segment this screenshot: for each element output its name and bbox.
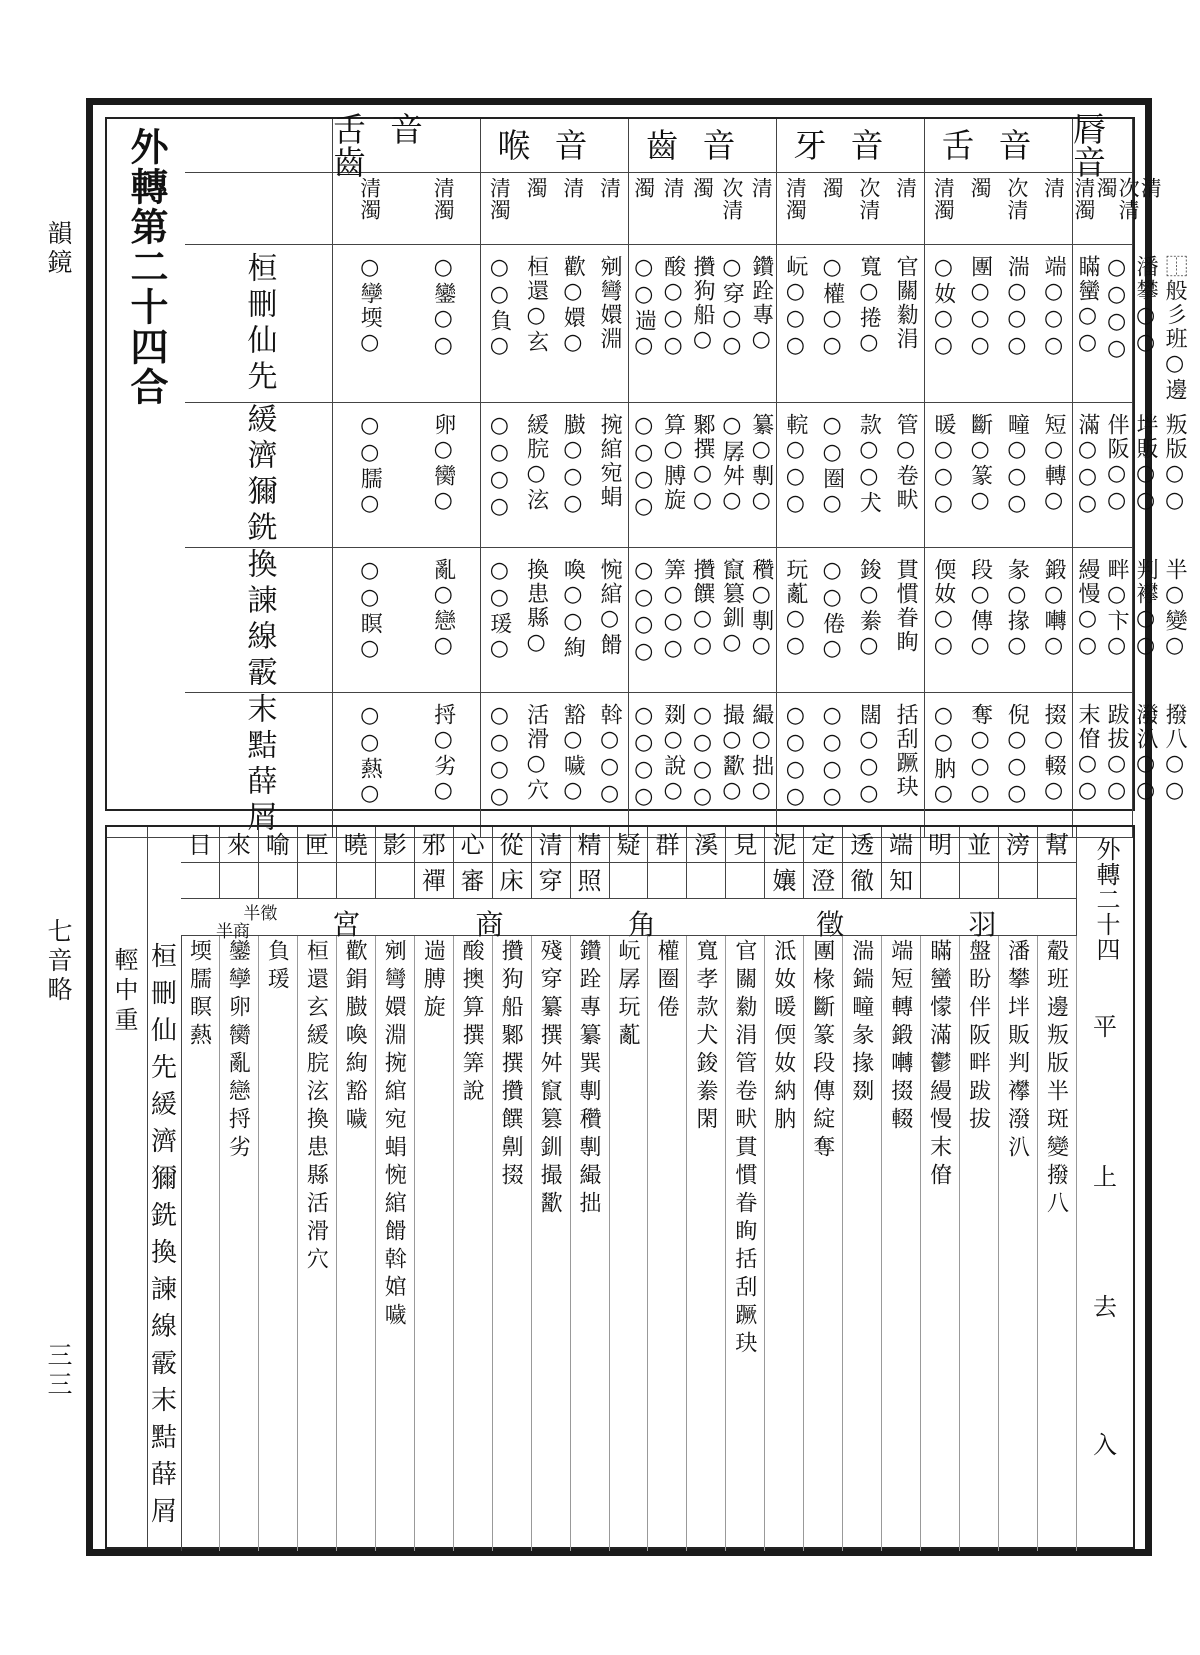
tone-ping: 平	[1093, 1013, 1117, 1041]
column-rule	[920, 935, 921, 1551]
sub-label: 次清	[719, 177, 744, 221]
syllable-column: ○○圈○	[819, 413, 845, 518]
row-1-group-5	[333, 403, 481, 548]
sub-label: 清	[661, 177, 686, 199]
syllable-column: 貫慣眷眴	[893, 558, 919, 654]
syllable-column: 坢販○○	[1133, 413, 1159, 515]
column-rule	[1037, 935, 1038, 1551]
sub-label: 清濁	[931, 177, 956, 221]
syllable-column: 權圈倦	[653, 939, 679, 1023]
note-half-zhi: 半徵	[243, 904, 278, 924]
upper-sub-corner	[185, 173, 333, 245]
syllable-column: 盤盼伴阪畔跋拔	[965, 939, 991, 1135]
upper-title: 外轉第二十四合	[124, 127, 169, 407]
group-header-1: 舌音	[925, 119, 1073, 173]
syllable-column: 殘穿纂撰舛竄篡釧撮歠	[537, 939, 563, 1219]
syllable-column: 端短轉鍛囀掇輟	[887, 939, 913, 1135]
syllable-column: 段○傳○	[967, 558, 993, 660]
syllable-column: ○○○○	[631, 703, 657, 811]
row-3-group-1	[925, 693, 1073, 838]
syllable-column: ○權○○	[819, 255, 845, 360]
syllable-column: ⿰般彡班○邊	[1162, 255, 1188, 402]
initial-cell: 泥	[765, 827, 804, 863]
tone-ru: 入	[1093, 1431, 1117, 1459]
column-rule	[1076, 935, 1077, 1551]
syllable-column: ○○爇○	[357, 703, 383, 808]
row-0-group-1	[925, 245, 1073, 403]
initial-second-cell	[376, 863, 415, 899]
column-rule	[336, 935, 337, 1551]
syllable-column: 繓○拙○	[748, 703, 774, 805]
syllable-column: 短○轉○	[1041, 413, 1067, 515]
row-3-group-3	[629, 693, 777, 838]
syllable-column: 換患縣○	[523, 558, 549, 657]
group-header-3: 齒音	[629, 119, 777, 173]
initial-second-cell	[259, 863, 298, 899]
note-label: 羽	[968, 908, 997, 941]
group-subs-4	[481, 173, 629, 245]
syllable-column: 臌○○○	[560, 413, 586, 518]
initial-cell: 影	[376, 827, 415, 863]
initial-cell: 幫	[1038, 827, 1077, 863]
initial-cell: 心	[454, 827, 493, 863]
syllable-column: 算○膊旋	[660, 413, 686, 512]
initial-cell: 見	[726, 827, 765, 863]
sub-label: 清	[1041, 177, 1066, 199]
syllable-column: 纂○剸○	[748, 413, 774, 515]
lower-rhyme-column	[147, 935, 182, 1551]
row-label-2	[185, 548, 333, 693]
syllable-column: 攢狗船○	[689, 255, 715, 354]
syllable-column: 筭○○○	[660, 558, 686, 663]
row-2-group-2	[777, 548, 925, 693]
group-subs-0	[1072, 173, 1163, 245]
column-rule	[258, 935, 259, 1551]
syllable-column: 闊○○○	[856, 703, 882, 808]
syllable-column: ○○○○	[631, 558, 657, 666]
lower-title: 外轉二十四	[1092, 837, 1120, 962]
sub-label: 清	[749, 177, 774, 199]
row-2-group-5	[333, 548, 481, 693]
column-rule	[881, 935, 882, 1551]
syllable-column: ○孱舛○	[719, 413, 745, 515]
column-rule	[725, 935, 726, 1551]
column-rule	[842, 935, 843, 1551]
initial-second-cell	[298, 863, 337, 899]
rhyme-label: 刪	[150, 979, 177, 1009]
syllable-column: 活滑○穴	[523, 703, 549, 802]
syllable-column: 惋綰○餶	[597, 558, 623, 657]
syllable-column: 竄篡釧○	[719, 558, 745, 657]
syllable-column: ○○○○	[819, 703, 845, 811]
syllable-column: 官關勬涓	[893, 255, 919, 351]
group-header-4: 喉音	[481, 119, 629, 173]
row-0-group-5	[333, 245, 481, 403]
group-subs-1	[925, 173, 1073, 245]
rhyme-label: 霰	[150, 1349, 177, 1379]
syllable-column: 觳班邊叛版半斑變撥八	[1043, 939, 1069, 1219]
group-header-0: 脣音	[1073, 119, 1133, 173]
upper-grid	[107, 109, 1188, 837]
row-2-group-0	[1073, 548, 1188, 693]
row-1-group-1	[925, 403, 1073, 548]
initial-cell: 邪	[415, 827, 454, 863]
syllable-column: 瞞蠻懞滿鬱縵慢末傄	[926, 939, 952, 1191]
syllable-column: 管○卷畎	[893, 413, 919, 512]
note-half-shang: 半商	[216, 922, 251, 942]
syllable-column: 攢狗船鄹撰攢饌劓掇	[498, 939, 524, 1191]
syllable-column: 疃○○○	[1004, 413, 1030, 518]
note-label: 徵	[816, 908, 845, 941]
row-0-group-3	[629, 245, 777, 403]
lower-title-column	[1076, 827, 1133, 1547]
syllable-column: 潘攀坢販判襻潑汃	[1004, 939, 1030, 1163]
sub-label: 清濁	[1072, 177, 1097, 221]
column-rule	[998, 935, 999, 1551]
syllable-column: 鑽跧專纂巽剸穳剸繓拙	[576, 939, 602, 1219]
syllable-column: 湍鍴疃彖掾剟	[848, 939, 874, 1107]
syllable-column: 剜彎嬛淵捥綰宛蜎惋綰餶斡婠噦	[381, 939, 407, 1331]
row-label-3	[185, 693, 333, 838]
initial-second-cell	[921, 863, 960, 899]
syllable-column: 斷○篆○	[967, 413, 993, 515]
sub-label: 濁	[968, 177, 993, 199]
syllable-column: 岏孱玩薍	[615, 939, 640, 1051]
syllable-column: 半○變○	[1162, 558, 1188, 660]
rhyme-label: 諫	[150, 1275, 177, 1305]
syllable-column: 泜奻暖偄奻納肭	[770, 939, 796, 1135]
syllable-column: 奪○○○	[967, 703, 993, 808]
syllable-column: 歡○嬛○	[560, 255, 586, 357]
initial-second-cell: 穿	[532, 863, 571, 899]
syllable-column: 卵○臠○	[430, 413, 456, 515]
group-subs-3	[629, 173, 777, 245]
syllable-column: 畔○卞○	[1104, 558, 1130, 660]
lower-grid	[181, 827, 1077, 1547]
syllable-column: ○○○○	[782, 703, 808, 811]
initial-cell: 溪	[687, 827, 726, 863]
initial-second-cell: 審	[454, 863, 493, 899]
rhyme-label: 仙	[150, 1016, 177, 1046]
syllable-column: 彖○掾○	[1004, 558, 1030, 660]
syllable-column: 岏○○○	[782, 255, 808, 360]
syllable-column: 鑾孿卵臠亂戀捋劣	[225, 939, 251, 1163]
page-frame	[86, 98, 1188, 1556]
syllable-column: 剟○說○	[660, 703, 686, 805]
initial-second-cell: 徹	[843, 863, 882, 899]
column-rule	[531, 935, 532, 1551]
group-subs-2	[777, 173, 925, 245]
initial-cell: 透	[843, 827, 882, 863]
rhyme-label: 銑	[150, 1201, 177, 1231]
initial-cell: 從	[493, 827, 532, 863]
initial-second-cell: 孃	[765, 863, 804, 899]
sub-label: 清	[1138, 177, 1163, 199]
initial-cell: 來	[220, 827, 259, 863]
column-rule	[686, 935, 687, 1551]
syllable-column: ○鑾○○	[430, 255, 456, 360]
initial-cell: 日	[181, 827, 220, 863]
syllable-column: ○穿○○	[719, 255, 745, 360]
syllable-column: 捋○劣○	[430, 703, 456, 805]
syllable-column: 判襻○○	[1133, 558, 1159, 660]
initial-cell: 精	[571, 827, 610, 863]
rhyme-label: 濟	[150, 1127, 177, 1157]
rhyme-label: 換	[150, 1238, 177, 1268]
syllable-column: 歡鋗臌喚絢豁噦	[342, 939, 368, 1135]
note-label: 商	[475, 908, 504, 941]
syllable-column: 暖○○○	[930, 413, 956, 518]
upper-title-cell	[107, 119, 185, 838]
syllable-column: 堧臑瞑爇	[186, 939, 212, 1051]
syllable-column: 潘攀○○	[1133, 255, 1159, 357]
sub-label: 清	[560, 177, 585, 199]
syllable-column: 剜彎嬛淵	[597, 255, 623, 351]
initial-cell: 疑	[610, 827, 649, 863]
tone-qu: 去	[1093, 1293, 1117, 1321]
sub-label: 濁	[1094, 177, 1119, 199]
syllable-column: ○○○○	[1104, 255, 1130, 363]
syllable-column: 湍○○○	[1004, 255, 1030, 360]
row-label: 桓刪仙先	[241, 251, 277, 396]
group-header-5: 舌音齒	[333, 119, 481, 173]
column-rule	[959, 935, 960, 1551]
syllable-column: 滿○○○	[1075, 413, 1101, 518]
syllable-column: 撥八○○	[1162, 703, 1188, 805]
initial-second-cell	[648, 863, 687, 899]
initial-cell: 匣	[298, 827, 337, 863]
initial-second-cell	[220, 863, 259, 899]
sub-label: 濁	[690, 177, 715, 199]
row-3-group-0	[1073, 693, 1188, 838]
syllable-column: 端○○○	[1041, 255, 1067, 360]
group-header-2: 牙音	[777, 119, 925, 173]
rhyme-label: 屑	[150, 1497, 177, 1527]
initial-second-cell: 知	[882, 863, 921, 899]
initial-cell: 喻	[259, 827, 298, 863]
row-3-group-2	[777, 693, 925, 838]
initial-cell: 曉	[337, 827, 376, 863]
initial-second-cell: 照	[571, 863, 610, 899]
initial-cell: 清	[532, 827, 571, 863]
column-rule	[764, 935, 765, 1551]
syllable-column: ○○○○	[486, 413, 512, 521]
syllable-column: 負瑗	[264, 939, 290, 995]
initial-cell: 定	[804, 827, 843, 863]
column-rule	[570, 935, 571, 1551]
row-label: 末黠薛屑	[241, 693, 277, 837]
rhyme-label: 末	[150, 1386, 177, 1416]
sub-label: 次清	[1004, 177, 1029, 221]
tone-shang: 上	[1093, 1163, 1117, 1191]
syllable-column: 遄膊旋	[420, 939, 446, 1023]
note-label: 宮	[332, 908, 361, 941]
row-1-group-3	[629, 403, 777, 548]
column-rule	[375, 935, 376, 1551]
sub-label: 清濁	[357, 177, 382, 221]
syllable-column: 跋拔○○	[1104, 703, 1130, 805]
rhyme-label: 黠	[150, 1423, 177, 1453]
sub-label: 清濁	[783, 177, 808, 221]
column-rule	[647, 935, 648, 1551]
row-label: 換諫線霰	[241, 548, 277, 692]
syllable-column: 款○○犬	[856, 413, 882, 515]
syllable-column: 酸○○○	[660, 255, 686, 360]
syllable-column: 輐○○○	[782, 413, 808, 518]
initial-second-cell	[1038, 863, 1077, 899]
syllable-column: 寬孝款犬鋑絭閑	[692, 939, 718, 1135]
syllable-column: 斡○○○	[597, 703, 623, 808]
margin-title-yunjing: 韻鏡	[44, 220, 73, 278]
syllable-column: ○○遄○	[631, 255, 657, 360]
row-1-group-2	[777, 403, 925, 548]
syllable-column: 酸擙算撰筭說	[459, 939, 485, 1107]
row-0-group-0	[1073, 245, 1188, 403]
syllable-column: 捥綰宛蜎	[597, 413, 623, 509]
row-2-group-1	[925, 548, 1073, 693]
sub-label: 濁	[820, 177, 845, 199]
syllable-column: 鍛○囀○	[1041, 558, 1067, 660]
syllable-column: ○○瑗○	[486, 558, 512, 663]
sub-label: 清	[893, 177, 918, 199]
syllable-column: 伴阪○○	[1104, 413, 1130, 515]
initial-second-cell	[999, 863, 1038, 899]
syllable-column: ○○瞑○	[357, 558, 383, 663]
rhyme-label: 先	[150, 1053, 177, 1083]
initial-second-cell	[960, 863, 999, 899]
syllable-column: ○○○○	[689, 703, 715, 811]
syllable-column: 玩薍○○	[782, 558, 808, 660]
syllable-column: 團○○○	[967, 255, 993, 360]
sub-label: 清濁	[431, 177, 456, 221]
lower-left-label-column	[107, 827, 148, 1547]
syllable-column: ○奻○○	[930, 255, 956, 360]
syllable-column: 鋑○絭○	[856, 558, 882, 660]
initial-second-cell: 禪	[415, 863, 454, 899]
margin-title-qiyinlue: 七音略	[44, 918, 73, 1005]
syllable-column: 桓還○玄	[523, 255, 549, 354]
syllable-column: ○○肭○	[930, 703, 956, 808]
row-2-group-3	[629, 548, 777, 693]
column-rule	[297, 935, 298, 1551]
syllable-column: 緩脘○泫	[523, 413, 549, 512]
upper-rhyme-table	[105, 109, 1188, 837]
row-label: 緩濟獮銑	[241, 403, 277, 547]
row-label-0	[185, 245, 333, 403]
group-subs-5	[333, 173, 481, 245]
lower-left-label: 輕中重	[110, 947, 138, 1037]
initial-second-cell	[337, 863, 376, 899]
rhyme-label: 桓	[150, 942, 177, 972]
rhyme-label: 線	[150, 1312, 177, 1342]
initial-second-cell	[726, 863, 765, 899]
upper-corner	[185, 119, 333, 173]
syllable-column: 叛版○○	[1162, 413, 1188, 515]
initial-cell: 並	[960, 827, 999, 863]
row-3-group-4	[481, 693, 629, 838]
initial-second-cell	[610, 863, 649, 899]
initial-second-cell: 床	[493, 863, 532, 899]
sub-label: 清濁	[487, 177, 512, 221]
syllable-column: ○○負○	[486, 255, 512, 360]
syllable-column: 穳○剸○	[748, 558, 774, 660]
syllable-column: 潑汃○○	[1133, 703, 1159, 805]
row-3-group-5	[333, 693, 481, 838]
syllable-column: 寬○捲○	[856, 255, 882, 357]
sub-label: 濁	[524, 177, 549, 199]
rhyme-label: 薛	[150, 1460, 177, 1490]
syllable-column: 官關勬涓管卷畎貫慣眷眴括刮蹶玦	[731, 939, 757, 1359]
syllable-column: ○○○○	[486, 703, 512, 811]
column-rule	[414, 935, 415, 1551]
syllable-column: 喚○○絢	[560, 558, 586, 660]
column-rule	[492, 935, 493, 1551]
sub-label: 清	[597, 177, 622, 199]
sub-label: 濁	[631, 177, 656, 199]
syllable-column: 掇○輟○	[1041, 703, 1067, 805]
row-1-group-4	[481, 403, 629, 548]
sub-label: 次清	[856, 177, 881, 221]
rhyme-label: 獮	[150, 1164, 177, 1194]
syllable-column: 鑽跧專○	[748, 255, 774, 354]
initial-second-cell	[687, 863, 726, 899]
initial-second-cell	[181, 863, 220, 899]
syllable-column: 桓還玄緩脘泫換患縣活滑穴	[303, 939, 329, 1275]
column-rule	[453, 935, 454, 1551]
syllable-column: ○○倦○	[819, 558, 845, 663]
syllable-column: 亂○戀○	[430, 558, 456, 660]
initial-cell: 明	[921, 827, 960, 863]
syllable-column: 團椽斷篆段傳綻奪	[809, 939, 835, 1163]
syllable-column: 鄹撰○○	[689, 413, 715, 515]
syllable-column: 偄奻○○	[930, 558, 956, 660]
sub-label: 次清	[1116, 177, 1141, 221]
row-2-group-4	[481, 548, 629, 693]
row-label-1	[185, 403, 333, 548]
syllable-column: 括刮蹶玦	[893, 703, 919, 799]
syllable-column: ○○○○	[631, 413, 657, 521]
syllable-column: 瞞蠻○○	[1075, 255, 1101, 357]
row-1-group-0	[1073, 403, 1188, 548]
syllable-column: 縵慢○○	[1075, 558, 1101, 660]
column-rule	[609, 935, 610, 1551]
page-number: 三三	[44, 1342, 73, 1400]
column-rule	[219, 935, 220, 1551]
syllable-column: 攢饌○○	[689, 558, 715, 660]
initial-cell: 滂	[999, 827, 1038, 863]
column-rule	[803, 935, 804, 1551]
rhyme-label: 緩	[150, 1090, 177, 1120]
syllable-column: 倪○○○	[1004, 703, 1030, 808]
lower-rhyme-table	[105, 825, 1135, 1549]
initial-cell: 群	[648, 827, 687, 863]
row-0-group-2	[777, 245, 925, 403]
initial-cell: 端	[882, 827, 921, 863]
row-0-group-4	[481, 245, 629, 403]
note-label: 角	[627, 908, 656, 941]
syllable-column: 豁○噦○	[560, 703, 586, 805]
syllable-column: ○○臑○	[357, 413, 383, 518]
syllable-column: 末傄○○	[1075, 703, 1101, 805]
syllable-column: ○孿堧○	[357, 255, 383, 357]
initial-second-cell: 澄	[804, 863, 843, 899]
syllable-column: 撮○歠○	[719, 703, 745, 805]
